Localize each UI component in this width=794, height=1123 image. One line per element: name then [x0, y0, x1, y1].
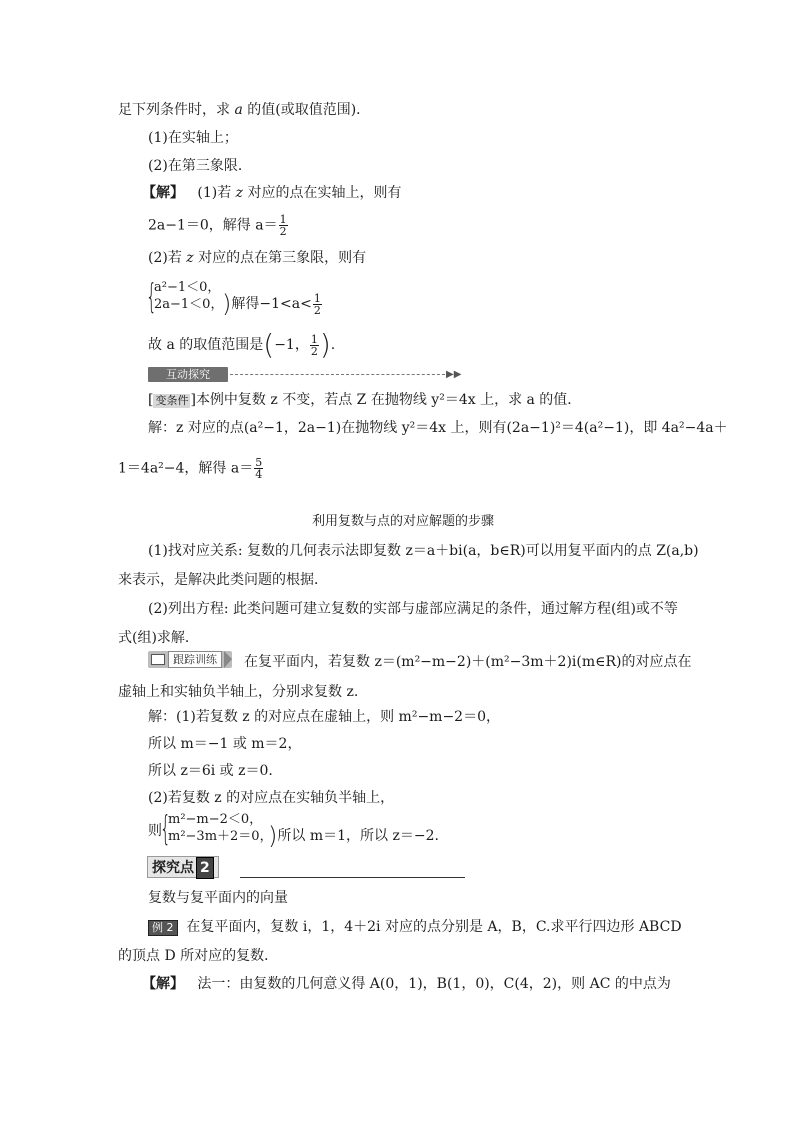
track-solution-2: 所以 m＝−1 或 m＝2，	[148, 736, 302, 752]
track-solution-3: 所以 z＝6i 或 z＝0.	[148, 763, 273, 779]
method-step-2a: (2)列出方程: 此类问题可建立复数的实部与虚部应满足的条件，通过解方程(组)或不等	[148, 601, 678, 617]
track-problem-1: 在复平面内，若复数 z＝(m²−m−2)＋(m²−3m＋2)i(m∈R)的对应点在	[244, 654, 692, 670]
range-line: 故 a 的取值范围是(−1， $\frac{1}{2}$ ).	[148, 328, 336, 361]
variant-solution-1: 解：z 对应的点(a²−1，2a−1)在抛物线 y²＝4x 上，则有(2a−1)²＝4(a²−1)，即 4a²−4a＋	[148, 420, 728, 436]
example-tag: 例 2	[148, 920, 178, 936]
example-solution: 【解】 法一：由复数的几何意义得 A(0，1)，B(1，0)，C(4，2)，则 AC 的中点为	[142, 976, 671, 992]
method-step-1b: 来表示，是解决此类问题的根据．	[118, 572, 328, 588]
fraction-five-fourths: $\frac{5}{4}$	[255, 456, 263, 481]
section-rule	[240, 877, 465, 878]
condition-1: (1)在实轴上；	[148, 130, 238, 146]
example-line-2: 的顶点 D 所对应的复数．	[118, 948, 279, 964]
left-brace: {	[146, 277, 157, 317]
interaction-tag: 互动探究	[148, 367, 228, 382]
method-step-1a: (1)找对应关系: 复数的几何表示法即复数 z＝a＋bi(a，b∈R)可以用复平面内的点 Z(a,b)	[148, 543, 699, 559]
solution-part2: (2)若 z 对应的点在第三象限，则有	[148, 250, 367, 266]
section-title: 复数与复平面内的向量	[148, 890, 288, 906]
variant-solution-2: 1＝4a²−4，解得 a＝ $\frac{5}{4}$	[118, 456, 263, 481]
method-step-2b: 式(组)求解．	[118, 630, 199, 646]
track-tag: 跟踪训练	[148, 651, 232, 668]
arrow-icon: ▶▶	[446, 369, 462, 380]
track-solution-5-result: )所以 m＝1，所以 z＝−2.	[268, 822, 439, 850]
track-problem-2: 虚轴上和实轴负半轴上，分别求复数 z.	[118, 684, 359, 700]
solution-line: 【解】 (1)若 z 对应的点在实轴上，则有	[142, 185, 402, 201]
system-result: )解得−1<a< $\frac{1}{2}$	[222, 290, 321, 318]
text-line: 足下列条件时，求 a 的值(或取值范围)．	[118, 102, 371, 118]
fraction-half: $\frac{1}{2}$	[279, 213, 287, 238]
condition-2: (2)在第三象限．	[148, 158, 252, 174]
dashed-divider	[230, 374, 450, 375]
track-solution-1: 解：(1)若复数 z 的对应点在虚轴上，则 m²−m−2＝0，	[148, 709, 500, 725]
practice-icon	[151, 654, 165, 665]
variant-tag: 变条件	[155, 394, 189, 407]
equation-line: 2a−1＝0，解得 a＝ $\frac{1}{2}$	[148, 213, 287, 238]
track-solution-4: (2)若复数 z 的对应点在实轴负半轴上，	[148, 790, 395, 806]
equation-system: { m²−m−2＜0， m²−3m＋2＝0，	[160, 809, 273, 849]
section-header: 探究点 2	[147, 856, 219, 878]
inequality-system: { a²−1＜0， 2a−1＜0，	[146, 277, 224, 317]
solution-tag: 【解】	[142, 185, 184, 201]
section-number: 2	[196, 857, 214, 879]
variant-line: [ 变条件 ]本例中复数 z 不变，若点 Z 在抛物线 y²＝4x 上，求 a 的值．	[148, 392, 582, 408]
method-title: 利用复数与点的对应解题的步骤	[312, 514, 495, 529]
track-solution-5-prefix: 则	[148, 823, 162, 839]
left-brace: {	[160, 809, 171, 849]
example-line-1: 例 2 在复平面内，复数 i，1，4＋2i 对应的点分别是 A，B，C.求平行四边形 ABCD	[148, 918, 682, 936]
